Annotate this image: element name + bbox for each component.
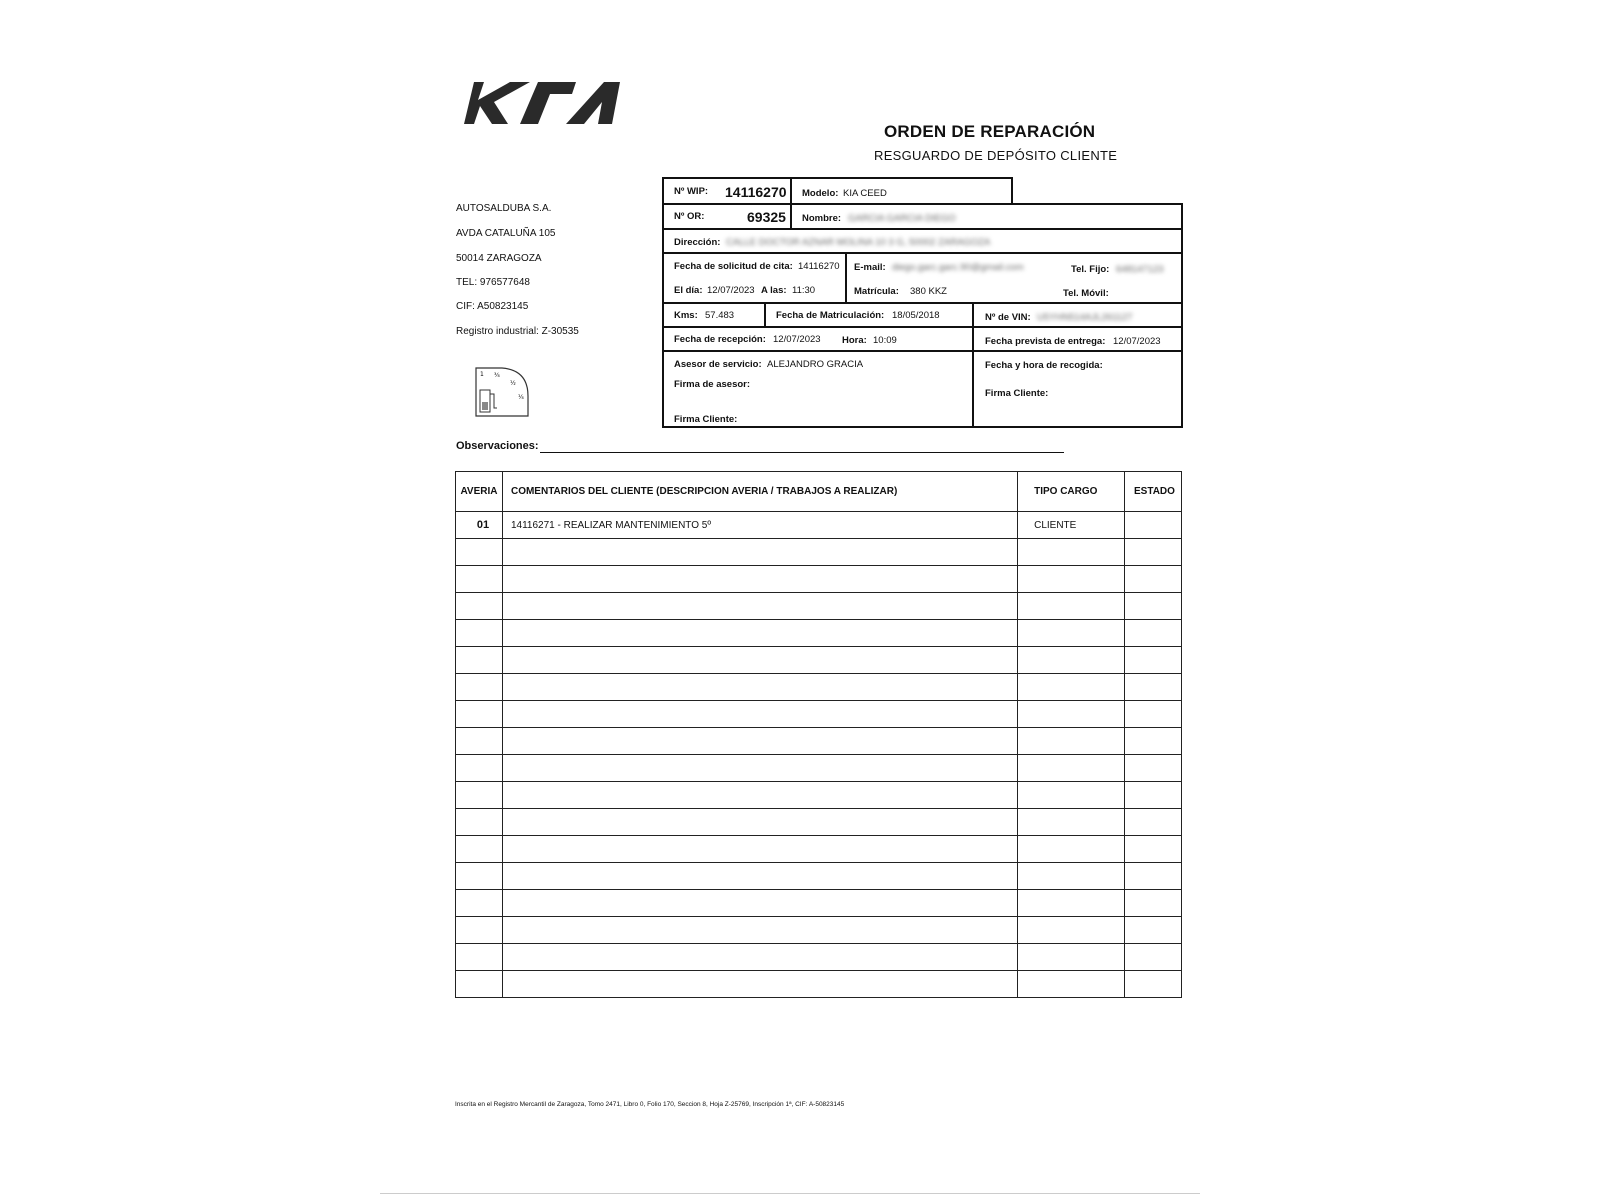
fecha-cita-label: Fecha de solicitud de cita:	[674, 261, 793, 272]
or-label: Nº OR:	[674, 211, 705, 222]
matricula-value: 380 KKZ	[910, 286, 947, 297]
table-row	[456, 971, 1182, 998]
cell-estado	[1124, 593, 1181, 620]
cell-comentario	[502, 782, 1017, 809]
cell-tipo-cargo	[1018, 728, 1125, 755]
table-row	[456, 863, 1182, 890]
cell-comentario	[502, 593, 1017, 620]
cell-comentario	[502, 539, 1017, 566]
header-tipo-cargo: TIPO CARGO	[1018, 472, 1125, 512]
header-averia: AVERIA	[456, 472, 503, 512]
fecha-matriculacion-label: Fecha de Matriculación:	[776, 310, 885, 321]
table-row	[456, 593, 1182, 620]
hora-value: 10:09	[873, 335, 897, 346]
kms-value: 57.483	[705, 310, 735, 321]
email-label: E-mail:	[854, 262, 886, 273]
fecha-matriculacion-value: 18/05/2018	[892, 310, 940, 321]
table-row	[456, 755, 1182, 782]
modelo-label: Modelo:	[802, 188, 839, 199]
firma-cliente-recogida-label: Firma Cliente:	[985, 388, 1049, 399]
observaciones-line	[540, 452, 1064, 453]
table-row	[456, 836, 1182, 863]
modelo-value: KIA CEED	[843, 188, 887, 199]
table-row	[456, 512, 1182, 539]
or-value: 69325	[747, 209, 786, 225]
table-row	[456, 782, 1182, 809]
table-row	[456, 917, 1182, 944]
cell-comentario: 14116271 - REALIZAR MANTENIMIENTO 5º	[502, 512, 1017, 539]
repairs-table	[455, 471, 1182, 998]
el-dia-label: El día:	[674, 285, 703, 296]
direccion-label: Dirección:	[674, 237, 721, 248]
cell-comentario	[502, 566, 1017, 593]
cell-averia	[456, 620, 503, 647]
cell-tipo-cargo	[1018, 809, 1125, 836]
cell-tipo-cargo	[1018, 593, 1125, 620]
cell-comentario	[502, 836, 1017, 863]
cell-comentario	[502, 971, 1017, 998]
cell-averia	[456, 809, 503, 836]
table-row	[456, 701, 1182, 728]
cell-estado	[1124, 809, 1181, 836]
fuel-gauge-icon	[474, 366, 530, 418]
cell-averia	[456, 755, 503, 782]
vin-label: Nº de VIN:	[985, 312, 1031, 323]
asesor-value: ALEJANDRO GRACIA	[767, 359, 864, 370]
cell-comentario	[502, 890, 1017, 917]
table-row	[456, 620, 1182, 647]
fecha-recepcion-value: 12/07/2023	[773, 334, 821, 345]
cell-averia	[456, 728, 503, 755]
cell-estado	[1124, 755, 1181, 782]
company-cif: CIF: A50823145	[456, 301, 529, 312]
table-row	[456, 728, 1182, 755]
cell-estado	[1124, 971, 1181, 998]
a-las-label: A las:	[761, 285, 787, 296]
company-phone: TEL: 976577648	[456, 277, 530, 288]
cell-tipo-cargo	[1018, 647, 1125, 674]
cell-estado	[1124, 539, 1181, 566]
cell-averia	[456, 836, 503, 863]
cell-estado	[1124, 728, 1181, 755]
cell-averia	[456, 917, 503, 944]
cell-tipo-cargo	[1018, 566, 1125, 593]
cell-tipo-cargo	[1018, 539, 1125, 566]
table-row	[456, 890, 1182, 917]
cell-estado	[1124, 701, 1181, 728]
fuel-mark-full: 1	[480, 371, 484, 378]
tel-fijo-value: 648147123	[1116, 264, 1164, 275]
wip-value: 14116270	[725, 184, 787, 200]
document-title: ORDEN DE REPARACIÓN	[884, 122, 1096, 141]
cell-comentario	[502, 647, 1017, 674]
cell-estado	[1124, 620, 1181, 647]
direccion-value: CALLE DOCTOR AZNAR MOLINA 10 3 G, 50002 ZARAGOZA	[726, 237, 991, 248]
cell-averia	[456, 944, 503, 971]
cell-comentario	[502, 755, 1017, 782]
header-comentarios: COMENTARIOS DEL CLIENTE (DESCRIPCION AVERIA / TRABAJOS A REALIZAR)	[502, 472, 1017, 512]
cell-averia	[456, 566, 503, 593]
cell-tipo-cargo	[1018, 836, 1125, 863]
cell-tipo-cargo	[1018, 863, 1125, 890]
kia-logo	[458, 78, 636, 126]
table-row	[456, 539, 1182, 566]
cell-estado	[1124, 647, 1181, 674]
table-header-row	[456, 472, 1182, 512]
document-subtitle: RESGUARDO DE DEPÓSITO CLIENTE	[874, 148, 1118, 163]
company-name: AUTOSALDUBA S.A.	[456, 203, 552, 214]
cell-tipo-cargo	[1018, 917, 1125, 944]
cell-tipo-cargo	[1018, 971, 1125, 998]
fecha-cita-value: 14116270	[798, 261, 840, 272]
header-estado: ESTADO	[1124, 472, 1181, 512]
hora-label: Hora:	[842, 335, 867, 346]
repairs-table-body	[456, 512, 1182, 998]
cell-averia	[456, 701, 503, 728]
cell-comentario	[502, 620, 1017, 647]
cell-averia	[456, 674, 503, 701]
cell-estado	[1124, 566, 1181, 593]
nombre-value: GARCIA GARCIA DIEGO	[848, 213, 956, 224]
fuel-mark-three-quarter: ¾	[494, 372, 500, 379]
cell-tipo-cargo: CLIENTE	[1018, 512, 1125, 539]
cell-estado	[1124, 782, 1181, 809]
nombre-label: Nombre:	[802, 213, 842, 224]
company-registry: Registro industrial: Z-30535	[456, 326, 579, 337]
table-row	[456, 647, 1182, 674]
cell-estado	[1124, 944, 1181, 971]
observaciones-label: Observaciones:	[456, 440, 539, 452]
page-edge-rule	[380, 1193, 1200, 1194]
table-row	[456, 674, 1182, 701]
cell-tipo-cargo	[1018, 755, 1125, 782]
fecha-prevista-label: Fecha prevista de entrega:	[985, 336, 1106, 347]
tel-movil-label: Tel. Móvil:	[1063, 288, 1109, 299]
cell-estado	[1124, 836, 1181, 863]
email-value: diego.garc.garc.90@gmail.com	[892, 262, 1024, 273]
asesor-label: Asesor de servicio:	[674, 359, 762, 370]
a-las-value: 11:30	[792, 285, 816, 296]
cell-tipo-cargo	[1018, 944, 1125, 971]
cell-comentario	[502, 674, 1017, 701]
cell-estado	[1124, 890, 1181, 917]
cell-averia	[456, 971, 503, 998]
cell-tipo-cargo	[1018, 782, 1125, 809]
cell-averia	[456, 539, 503, 566]
fecha-recogida-label: Fecha y hora de recogida:	[985, 360, 1103, 371]
firma-asesor-label: Firma de asesor:	[674, 379, 751, 390]
matricula-label: Matrícula:	[854, 286, 899, 297]
fecha-prevista-value: 12/07/2023	[1113, 336, 1161, 347]
tel-fijo-label: Tel. Fijo:	[1071, 264, 1110, 275]
cell-averia: 01	[456, 512, 503, 539]
wip-label: Nº WIP:	[674, 186, 709, 197]
legal-footer: Inscrita en el Registro Mercantil de Zaragoza, Tomo 2471, Libro 0, Folio 170, Seccion 8, Hoja Z-25769, Inscripción 1ª, CIF: A-50823145	[455, 1101, 845, 1108]
fuel-mark-quarter: ¼	[518, 394, 524, 401]
company-address: AVDA CATALUÑA 105	[456, 228, 556, 239]
fuel-mark-half: ½	[510, 380, 516, 387]
cell-comentario	[502, 944, 1017, 971]
kms-label: Kms:	[674, 310, 698, 321]
table-row	[456, 809, 1182, 836]
cell-averia	[456, 863, 503, 890]
cell-tipo-cargo	[1018, 620, 1125, 647]
vin-value: U5YHN514AJL261127	[1037, 312, 1133, 323]
el-dia-value: 12/07/2023	[707, 285, 755, 296]
fecha-recepcion-label: Fecha de recepción:	[674, 334, 766, 345]
cell-averia	[456, 782, 503, 809]
cell-averia	[456, 890, 503, 917]
cell-averia	[456, 593, 503, 620]
cell-estado	[1124, 512, 1181, 539]
firma-cliente-label: Firma Cliente:	[674, 414, 738, 425]
cell-tipo-cargo	[1018, 701, 1125, 728]
cell-comentario	[502, 809, 1017, 836]
cell-estado	[1124, 917, 1181, 944]
table-row	[456, 944, 1182, 971]
cell-averia	[456, 647, 503, 674]
cell-comentario	[502, 728, 1017, 755]
cell-tipo-cargo	[1018, 890, 1125, 917]
table-row	[456, 566, 1182, 593]
cell-estado	[1124, 674, 1181, 701]
cell-estado	[1124, 863, 1181, 890]
company-city: 50014 ZARAGOZA	[456, 253, 542, 264]
cell-tipo-cargo	[1018, 674, 1125, 701]
cell-comentario	[502, 701, 1017, 728]
cell-comentario	[502, 863, 1017, 890]
cell-comentario	[502, 917, 1017, 944]
